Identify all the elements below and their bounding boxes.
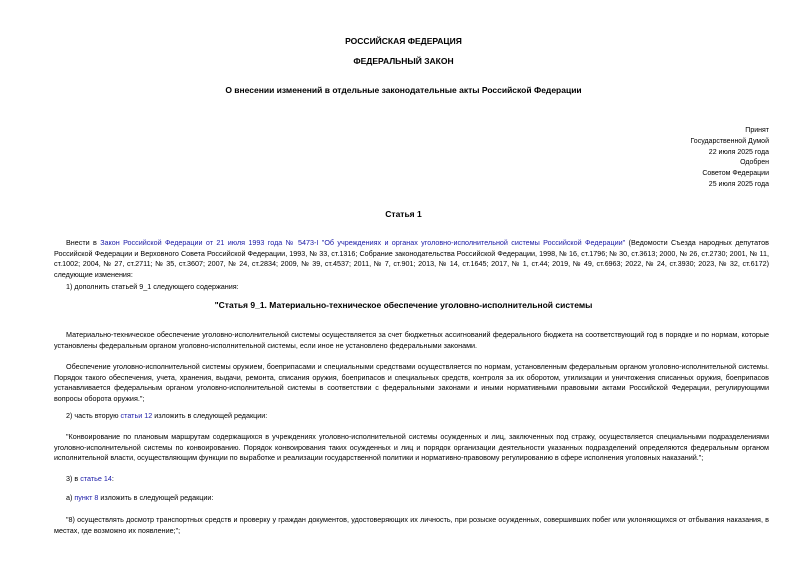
item-2-prefix: 2) часть вторую [66, 411, 121, 420]
adoption-line: Принят [745, 127, 769, 134]
law-type-heading: ФЕДЕРАЛЬНЫЙ ЗАКОН [353, 56, 454, 66]
paragraph-3: "Конвоирование по плановым маршрутам содержащихся в учреждениях уголовно-исполнительной системы осужденных и лиц, заключенных под стражу, осуществляется специальными подразделениями уголовно-исполнительной системы по конвоированию. Порядок конвоирования таких осужденных и лиц и порядок организации деятельности указанных подразделений определяются федеральным органом исполнительной власти, осуществляющим функции по выработке и реализации государственной политики и нормативно-правовому регулированию в сфере исполнения уголовных наказаний."; [54, 432, 769, 462]
paragraph-2: Обеспечение уголовно-исполнительной системы оружием, боеприпасами и специальными средствами осуществляется по нормам, установленным федеральным органом уголовно-исполнительной системы. Порядок такого обеспечения, учета, хранения, выдачи, ремонта, списания оружия, боеприпасов и специальных средств, контроля за их оборотом, утилизации и уничтожения списанных оружия, боеприпасов устанавливается федеральным органом уголовно-исполнительной системы в соответствии с федеральными законами и иными нормативными правовыми актами Российской Федерации, регулирующими вопросы оборота оружия."; [54, 362, 769, 403]
paragraph-1: Материально-техническое обеспечение уголовно-исполнительной системы осуществляется за счет бюджетных ассигнований федерального бюджета на соответствующий год в порядке и по нормам, которые установлены федеральным органом уголовно-исполнительной системы, если иное не установлено федеральными законами. [54, 330, 769, 350]
adoption-line: Одобрен [740, 159, 769, 167]
item-a-suffix: изложить в следующей редакции: [98, 493, 214, 502]
item-3-prefix: 3) в [66, 474, 81, 483]
country-heading: РОССИЙСКАЯ ФЕДЕРАЦИЯ [345, 36, 462, 46]
sub-article-heading: "Статья 9_1. Материально-техническое обеспечение уголовно-исполнительной системы [214, 300, 593, 310]
paragraph-4: "8) осуществлять досмотр транспортных средств и проверку у граждан документов, удостоверяющих их личность, при розыске осужденных, совершивших побег или уклоняющихся от отбывания наказания, в местах, где возможно их появление;"; [54, 515, 769, 535]
intro-prefix: Внести в [66, 238, 101, 247]
item-a-prefix: а) [66, 493, 75, 502]
adoption-line: 22 июля 2025 года [708, 148, 769, 156]
item-a [54, 493, 769, 504]
law-link[interactable]: Закон Российской Федерации от 21 июля 1993 года № 5473-I [100, 238, 319, 247]
item-3-suffix: : [111, 474, 114, 483]
clause-8-link[interactable]: пункт 8 [74, 493, 99, 502]
item-3 [54, 474, 769, 485]
adoption-block [690, 126, 769, 191]
item-1: 1) дополнить статьей 9_1 следующего содержания: [66, 282, 239, 291]
article-heading: Статья 1 [385, 209, 422, 219]
adoption-line: 25 июля 2025 года [708, 180, 769, 188]
adoption-line: Государственной Думой [690, 137, 769, 145]
article-intro-paragraph [54, 238, 769, 280]
intro-suffix: (Ведомости Съезда народных депутатов Российской Федерации и Верховного Совета Российской Федерации, 1993, № 33, ст.1316; Собрание законодательства Российской Федерации, 1998, № 16, ст.1796; № 30, ст.3613; 2000, № 26, ст.2730; 2001, № 11, ст.1002; 2004, № 27, ст.2711; № 35, ст.3607; 2007, № 24, ст.2834; 2009, № 39, ст.4537; 2011, № 7, ст.901; 2013, № 14, ст.1645; 2017, № 1, ст.44; 2019, № 49, ст.6963; 2022, № 24, ст.3930; 2023, № 32, ст.6172) следующие изменения: [54, 238, 769, 279]
law-name-link[interactable]: "Об учреждениях и органах уголовно-исполнительной системы Российской Федерации" [321, 238, 626, 247]
law-title: О внесении изменений в отдельные законодательные акты Российской Федерации [225, 85, 582, 95]
item-2 [54, 411, 769, 422]
adoption-line: Советом Федерации [702, 170, 769, 178]
article-12-link[interactable]: статьи 12 [120, 411, 153, 420]
article-14-link[interactable]: статье 14 [80, 474, 112, 483]
item-2-suffix: изложить в следующей редакции: [152, 411, 268, 420]
